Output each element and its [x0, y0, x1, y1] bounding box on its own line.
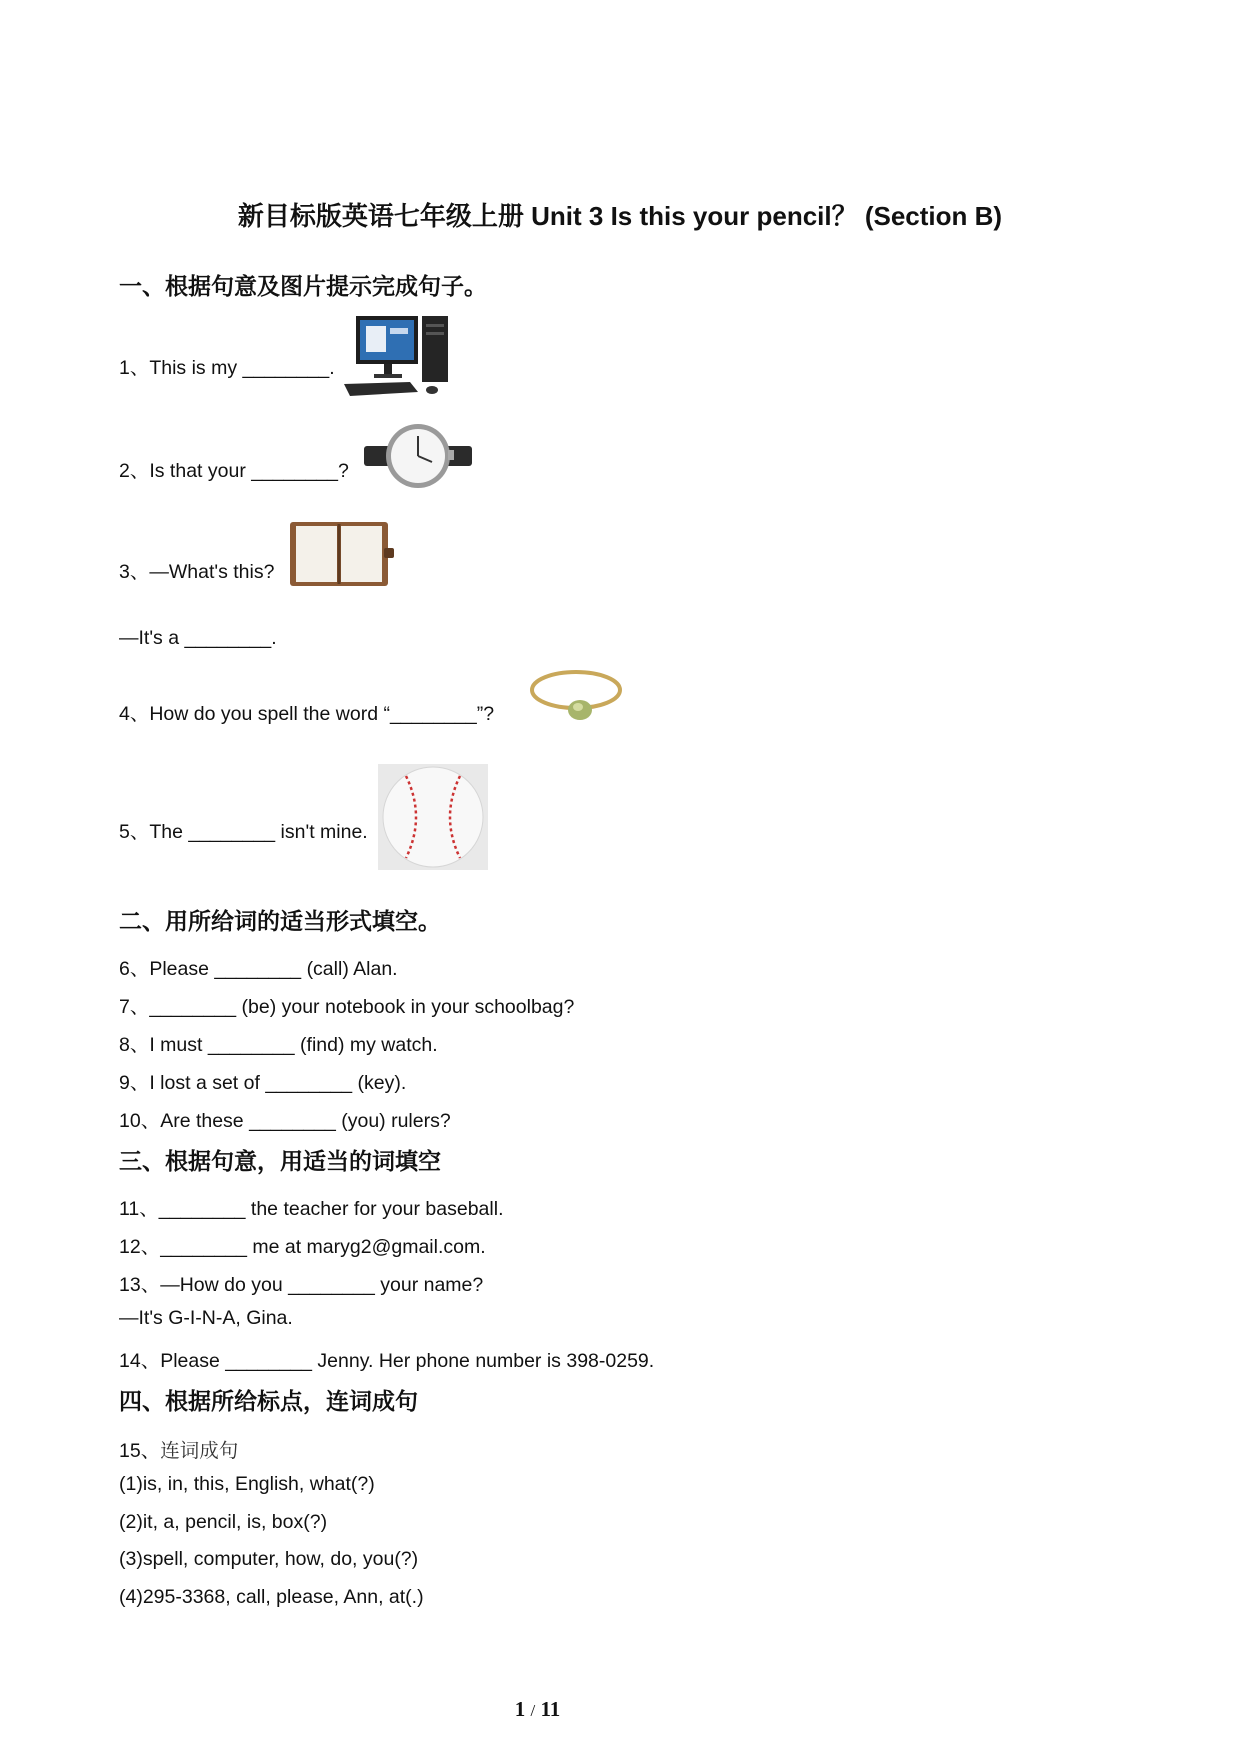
question-4: 4、How do you spell the word “________”? — [119, 703, 495, 725]
question-15 — [119, 1435, 238, 1463]
question-15-number: 15、 — [119, 1440, 161, 1462]
ring-icon — [520, 666, 638, 736]
computer-icon — [340, 312, 452, 398]
page-number — [0, 1697, 1075, 1722]
question-6: 6、Please ________ (call) Alan. — [119, 958, 398, 980]
question-13-answer: —It's G-I-N-A, Gina. — [119, 1307, 293, 1329]
question-1: 1、This is my ________. — [119, 357, 335, 379]
section-heading-1: 一、根据句意及图片提示完成句子。 — [119, 274, 487, 300]
page-current: 1 — [514, 1697, 526, 1721]
question-15-item-3: (3)spell, computer, how, do, you(?) — [119, 1548, 419, 1570]
question-15-item-2: (2)it, a, pencil, is, box(?) — [119, 1511, 328, 1533]
page-separator: / — [530, 1701, 536, 1720]
watch-icon — [362, 418, 474, 494]
question-15-item-4: (4)295-3368, call, please, Ann, at(.) — [119, 1586, 424, 1608]
section-heading-3: 三、根据句意，用适当的词填空 — [119, 1149, 441, 1175]
question-14: 14、Please ________ Jenny. Her phone number is 398-0259. — [119, 1350, 655, 1372]
section-heading-4: 四、根据所给标点，连词成句 — [119, 1389, 418, 1415]
question-10: 10、Are these ________ (you) rulers? — [119, 1110, 451, 1132]
question-3-answer: —It's a ________. — [119, 627, 277, 649]
question-9: 9、I lost a set of ________ (key). — [119, 1072, 407, 1094]
notebook-icon — [288, 518, 396, 590]
question-15-label: 连词成句 — [160, 1439, 239, 1462]
question-7: 7、________ (be) your notebook in your schoolbag? — [119, 996, 575, 1018]
question-11: 11、________ the teacher for your baseball. — [119, 1198, 504, 1220]
question-2: 2、Is that your ________? — [119, 460, 349, 482]
question-5: 5、The ________ isn't mine. — [119, 821, 368, 843]
document-title: 新目标版英语七年级上册 Unit 3 Is this your pencil？ (Section B) — [237, 201, 1003, 231]
baseball-icon — [378, 764, 488, 870]
question-8: 8、I must ________ (find) my watch. — [119, 1034, 438, 1056]
question-12: 12、________ me at maryg2@gmail.com. — [119, 1236, 486, 1258]
question-13: 13、—How do you ________ your name? — [119, 1274, 484, 1296]
page-total: 11 — [540, 1697, 561, 1721]
question-3: 3、—What's this? — [119, 561, 275, 583]
question-15-item-1: (1)is, in, this, English, what(?) — [119, 1473, 375, 1495]
section-heading-2: 二、用所给词的适当形式填空。 — [119, 909, 441, 935]
